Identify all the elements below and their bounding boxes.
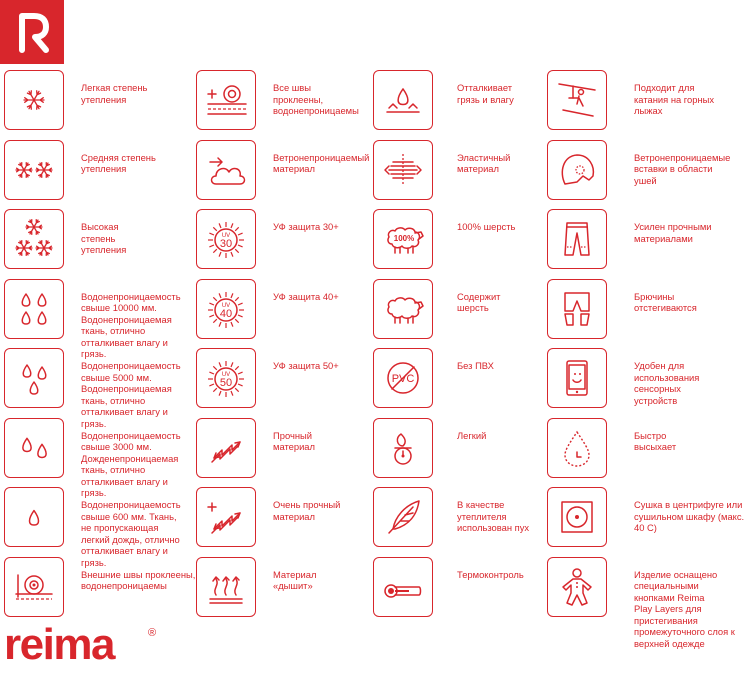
snowflake-1-icon (4, 70, 64, 130)
feature-label: Водонепроницаемость свыше 600 мм. Ткань, не пропускающая легкий дождь, отлично отталкивает влагу и грязь. (81, 499, 181, 568)
feature-label: Сушка в центрифуге или сушильном шкафу (макс. 40 С) (634, 499, 745, 534)
snowflake-3-icon (4, 209, 64, 269)
feature-label: УФ защита 50+ (273, 360, 339, 371)
svg-text:40: 40 (219, 307, 233, 320)
feature-label: Без ПВХ (457, 360, 494, 371)
touchscreen-icon (547, 348, 607, 408)
thermometer-icon (373, 557, 433, 617)
tumble-dry-icon (547, 487, 607, 547)
uv-50-icon (196, 348, 256, 408)
repel-drop-icon (373, 70, 433, 130)
svg-text:UV: UV (221, 233, 231, 239)
feature-label: Термоконтроль (457, 568, 524, 580)
extra-durable-icon (196, 487, 256, 547)
feature-label: Материал «дышит» (273, 568, 317, 592)
sheep-icon (373, 279, 433, 339)
feature-label: УФ защита 30+ (273, 221, 339, 232)
wool-100-icon (373, 209, 433, 269)
drops-3-icon (4, 348, 64, 408)
feature-label: Удобен для использования сенсорных устройств (634, 360, 700, 406)
helmet-ear-icon (547, 140, 607, 200)
feature-label: Высокая степень утепления (81, 221, 127, 256)
play-layers-icon (547, 557, 607, 617)
feature-label: Водонепроницаемость свыше 3000 мм. Дожденепроницаемая ткань, отлично отталкивает влагу и грязь. (81, 429, 181, 499)
light-weight-icon (373, 418, 433, 478)
feature-label: 100% шерсть (457, 221, 516, 232)
tape-roll-icon (4, 557, 64, 617)
reinforced-pants-icon (547, 209, 607, 269)
feature-label: В качестве утеплителя использован пух (457, 499, 530, 534)
reima-wordmark: reima (4, 620, 114, 669)
drops-2-icon (4, 418, 64, 478)
snowflake-2-icon (4, 140, 64, 200)
svg-text:UV: UV (221, 302, 231, 309)
wind-cloud-icon (196, 140, 256, 200)
feature-label: Брючины отстегиваются (634, 290, 697, 314)
svg-text:50: 50 (219, 377, 233, 389)
breathable-icon (196, 557, 256, 617)
detachable-legs-icon (547, 279, 607, 339)
feature-label: Очень прочный материал (273, 499, 341, 522)
no-pvc-icon (373, 348, 433, 408)
feature-label: УФ защита 40+ (273, 290, 339, 302)
uv-40-icon (196, 279, 256, 339)
quick-dry-icon (547, 418, 607, 478)
feature-label: Все швы проклеены, водонепроницаемы (273, 82, 359, 117)
feature-label: Усилен прочными материалами (634, 221, 712, 244)
drops-4-icon (4, 279, 64, 339)
uv-30-icon (196, 209, 256, 269)
feather-icon (373, 487, 433, 547)
feature-label: Легкий (457, 429, 487, 441)
feature-label: Легкая степень утепления (81, 82, 148, 105)
feature-label: Подходит для катания на горных лыжах (634, 82, 715, 117)
taped-seams-icon (196, 70, 256, 130)
feature-label: Водонепроницаемость свыше 5000 мм. Водонепроницаемая ткань, отлично отталкивает влагу и грязь. (81, 360, 181, 429)
svg-text:PVC: PVC (391, 373, 415, 385)
feature-label: Водонепроницаемость свыше 10000 мм. Водонепроницаемая ткань, отлично отталкивает влагу и грязь. (81, 290, 181, 360)
registered-mark: ® (148, 627, 157, 639)
ski-lift-icon (547, 70, 607, 130)
svg-text:UV: UV (221, 372, 231, 378)
feature-label: Внешние швы проклеены, водонепроницаемы (81, 568, 196, 592)
reima-r-logo (0, 0, 64, 64)
svg-text:100%: 100% (393, 234, 415, 243)
svg-text:30: 30 (219, 238, 233, 250)
feature-label: Прочный материал (273, 429, 315, 453)
feature-label: Изделие оснащено специальными кнопками Reima Play Layers для пристегивания промежуточного слоя к верхней одежде (634, 568, 735, 650)
feature-label: Ветронепроницаемый материал (273, 151, 370, 175)
drop-1-icon (4, 487, 64, 547)
feature-label: Ветронепроницаемые вставки в области ушей (634, 151, 731, 186)
feature-label: Содержит шерсть (457, 290, 501, 314)
feature-label: Эластичный материал (457, 151, 511, 175)
stretch-icon (373, 140, 433, 200)
feature-label: Быстро высыхает (634, 429, 677, 453)
feature-label: Средняя степень утепления (81, 151, 156, 175)
durable-icon (196, 418, 256, 478)
feature-label: Отталкивает грязь и влагу (457, 82, 514, 105)
